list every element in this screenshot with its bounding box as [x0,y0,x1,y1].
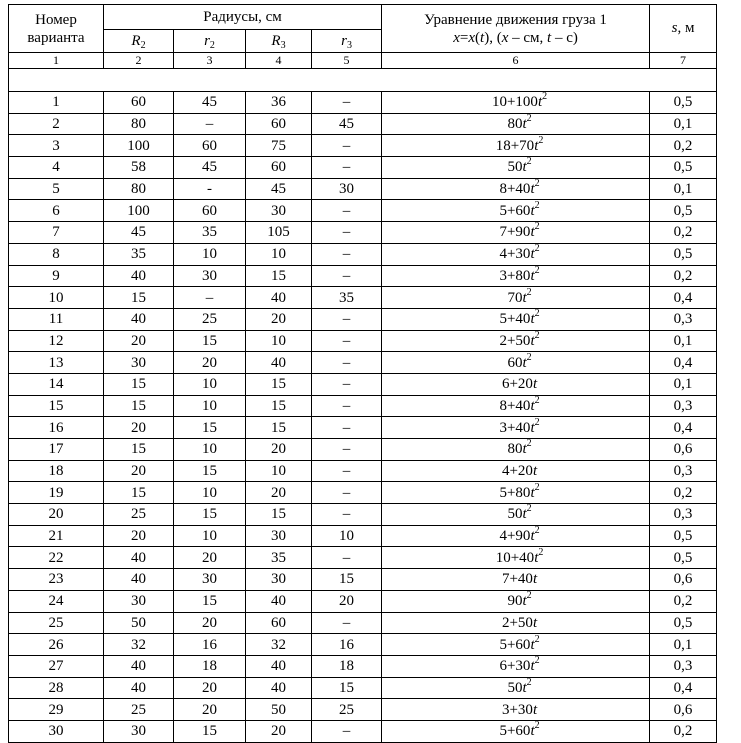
r2-value: 60 [174,135,246,157]
r3-value: – [312,157,382,179]
r2-value: 10 [174,439,246,461]
motion-equation: $50t^2$ [382,677,650,699]
r2-value: 16 [174,634,246,656]
distance-value: 0,5 [650,92,717,114]
r3-value: – [312,720,382,742]
motion-equation: $50t^2$ [382,157,650,179]
R2-value: 15 [104,395,174,417]
table-row [9,482,717,504]
motion-equation: 3+30t [382,699,650,721]
r2-value: 10 [174,243,246,265]
variant-number: 18 [9,460,104,482]
variant-number: 19 [9,482,104,504]
variant-number: 23 [9,569,104,591]
variant-number: 17 [9,439,104,461]
R3-value: 20 [246,720,312,742]
motion-equation: $80t^2$ [382,439,650,461]
R3-value: 15 [246,265,312,287]
R3-value: 30 [246,200,312,222]
R2-value: 20 [104,417,174,439]
variants-table [8,4,717,743]
R2-value: 80 [104,113,174,135]
distance-value: 0,5 [650,612,717,634]
distance-value: 0,2 [650,222,717,244]
motion-equation: 7+40t [382,569,650,591]
variant-number: 6 [9,200,104,222]
table-row [9,720,717,742]
column-number: 7 [650,53,717,69]
table-row [9,504,717,526]
R2-value: 100 [104,200,174,222]
motion-equation: $70t^2$ [382,287,650,309]
table-row [9,569,717,591]
R2-value: 40 [104,655,174,677]
r3-value: – [312,547,382,569]
r3-value: – [312,612,382,634]
R3-value: 40 [246,677,312,699]
R3-value: 10 [246,330,312,352]
R3-value: 15 [246,395,312,417]
motion-equation: $3+80t^2$ [382,265,650,287]
r2-value: 20 [174,677,246,699]
table-row [9,373,717,395]
r2-value: 15 [174,417,246,439]
motion-equation: $50t^2$ [382,504,650,526]
distance-value: 0,6 [650,569,717,591]
motion-equation: $5+60t^2$ [382,720,650,742]
variant-number: 5 [9,178,104,200]
r2-value: 15 [174,590,246,612]
R3-value: 105 [246,222,312,244]
R3-value: 75 [246,135,312,157]
distance-value: 0,4 [650,352,717,374]
variant-number: 14 [9,373,104,395]
column-number: 4 [246,53,312,69]
distance-value: 0,2 [650,720,717,742]
column-number: 1 [9,53,104,69]
R2-value: 32 [104,634,174,656]
variant-number: 12 [9,330,104,352]
variant-number: 16 [9,417,104,439]
table-row [9,352,717,374]
r2-value: 10 [174,525,246,547]
r2-value: – [174,287,246,309]
R3-value: 45 [246,178,312,200]
table-row [9,222,717,244]
r2-value: 35 [174,222,246,244]
motion-equation: $90t^2$ [382,590,650,612]
R2-value: 35 [104,243,174,265]
R3-value: 10 [246,243,312,265]
variant-number: 2 [9,113,104,135]
r3-value: 45 [312,113,382,135]
R2-value: 25 [104,699,174,721]
r3-value: – [312,92,382,114]
motion-equation: $80t^2$ [382,113,650,135]
variant-number: 13 [9,352,104,374]
r2-value: 20 [174,612,246,634]
column-number: 5 [312,53,382,69]
table-row [9,200,717,222]
r3-value: 18 [312,655,382,677]
distance-value: 0,1 [650,330,717,352]
r3-value: – [312,352,382,374]
r3-value: 35 [312,287,382,309]
table-row [9,265,717,287]
table-row [9,547,717,569]
r2-value: 15 [174,720,246,742]
distance-value: 0,5 [650,243,717,265]
variant-number-header [9,5,104,53]
R3-header: $R_3$ [246,30,312,53]
distance-value: 0,4 [650,417,717,439]
r3-value: – [312,417,382,439]
R3-value: 15 [246,417,312,439]
r2-value: 10 [174,373,246,395]
motion-equation: $10+40t^2$ [382,547,650,569]
motion-equation: $8+40t^2$ [382,178,650,200]
R2-value: 15 [104,482,174,504]
R2-value: 20 [104,460,174,482]
table-row [9,157,717,179]
R3-value: 40 [246,590,312,612]
R2-value: 60 [104,92,174,114]
distance-value: 0,4 [650,287,717,309]
r2-value: 15 [174,504,246,526]
R3-value: 60 [246,612,312,634]
motion-equation: $8+40t^2$ [382,395,650,417]
distance-value: 0,2 [650,590,717,612]
spacer-row [9,69,717,92]
distance-value: 0,3 [650,504,717,526]
variant-number: 29 [9,699,104,721]
distance-value: 0,5 [650,200,717,222]
variant-number: 3 [9,135,104,157]
R2-value: 100 [104,135,174,157]
r3-header: $r_3$ [312,30,382,53]
table-row [9,677,717,699]
variant-number: 1 [9,92,104,114]
R2-value: 80 [104,178,174,200]
column-number-row [9,53,717,69]
motion-equation: 6+20t [382,373,650,395]
r3-value: – [312,395,382,417]
r2-value: – [174,113,246,135]
distance-header: s, м [650,5,717,53]
R2-value: 20 [104,525,174,547]
r2-value: - [174,178,246,200]
r2-value: 18 [174,655,246,677]
r3-value: 30 [312,178,382,200]
R3-value: 60 [246,113,312,135]
table-row [9,330,717,352]
r2-value: 15 [174,460,246,482]
motion-equation: $18+70t^2$ [382,135,650,157]
R3-value: 60 [246,157,312,179]
r2-value: 30 [174,569,246,591]
distance-value: 0,5 [650,157,717,179]
table-row [9,92,717,114]
motion-equation: $5+60t^2$ [382,634,650,656]
variant-number: 11 [9,308,104,330]
motion-equation: $5+40t^2$ [382,308,650,330]
motion-equation: $4+90t^2$ [382,525,650,547]
table-row [9,287,717,309]
distance-value: 0,5 [650,525,717,547]
r3-value: 15 [312,677,382,699]
r3-value: 16 [312,634,382,656]
distance-value: 0,4 [650,677,717,699]
table-row [9,699,717,721]
R2-value: 25 [104,504,174,526]
distance-value: 0,3 [650,308,717,330]
motion-equation: $3+40t^2$ [382,417,650,439]
variant-number: 8 [9,243,104,265]
table-row [9,655,717,677]
variant-number: 9 [9,265,104,287]
r3-value: – [312,243,382,265]
motion-equation: $2+50t^2$ [382,330,650,352]
R2-value: 40 [104,265,174,287]
distance-value: 0,5 [650,547,717,569]
r2-value: 60 [174,200,246,222]
R2-value: 30 [104,720,174,742]
table-row [9,135,717,157]
motion-equation: $6+30t^2$ [382,655,650,677]
R3-value: 30 [246,525,312,547]
equation-header-line1: Уравнение движения груза 1 [424,11,607,28]
R3-value: 20 [246,308,312,330]
motion-equation: 4+20t [382,460,650,482]
R2-value: 15 [104,287,174,309]
r2-value: 30 [174,265,246,287]
column-number: 3 [174,53,246,69]
R2-header: $R_2$ [104,30,174,53]
R3-value: 20 [246,482,312,504]
motion-equation: $5+80t^2$ [382,482,650,504]
distance-value: 0,1 [650,373,717,395]
R2-value: 40 [104,547,174,569]
variant-number: 20 [9,504,104,526]
r3-value: 10 [312,525,382,547]
r3-value: – [312,460,382,482]
motion-equation: $4+30t^2$ [382,243,650,265]
R2-value: 30 [104,590,174,612]
variant-number: 24 [9,590,104,612]
r3-value: – [312,265,382,287]
distance-value: 0,2 [650,482,717,504]
motion-equation: $7+90t^2$ [382,222,650,244]
R2-value: 15 [104,439,174,461]
variant-header-line2: варианта [27,29,85,46]
r2-value: 20 [174,352,246,374]
R2-value: 30 [104,352,174,374]
variant-number: 25 [9,612,104,634]
r3-value: – [312,330,382,352]
variant-number: 22 [9,547,104,569]
equation-header-line2: x=x(t), (x – см, t – с) [453,29,578,46]
variant-number: 28 [9,677,104,699]
r3-value: – [312,482,382,504]
variant-number: 30 [9,720,104,742]
R3-value: 40 [246,352,312,374]
table-row [9,590,717,612]
table-row [9,243,717,265]
r3-value: – [312,439,382,461]
R3-value: 20 [246,439,312,461]
R2-value: 20 [104,330,174,352]
r2-value: 45 [174,92,246,114]
table-row [9,525,717,547]
R2-value: 50 [104,612,174,634]
R2-value: 40 [104,569,174,591]
table-row [9,634,717,656]
r3-value: – [312,200,382,222]
distance-value: 0,3 [650,655,717,677]
distance-value: 0,1 [650,178,717,200]
distance-value: 0,1 [650,634,717,656]
motion-equation: 2+50t [382,612,650,634]
r2-value: 20 [174,699,246,721]
column-number: 2 [104,53,174,69]
R2-value: 45 [104,222,174,244]
table-row [9,417,717,439]
R3-value: 36 [246,92,312,114]
table-row [9,395,717,417]
table-row [9,308,717,330]
variant-number: 27 [9,655,104,677]
distance-value: 0,2 [650,265,717,287]
R3-value: 15 [246,373,312,395]
distance-value: 0,6 [650,699,717,721]
variant-number: 15 [9,395,104,417]
R3-value: 40 [246,655,312,677]
R3-value: 35 [246,547,312,569]
variant-header-line1: Номер [35,11,77,28]
R3-value: 30 [246,569,312,591]
variant-number: 7 [9,222,104,244]
r2-value: 10 [174,482,246,504]
r2-value: 10 [174,395,246,417]
r3-value: 20 [312,590,382,612]
R3-value: 15 [246,504,312,526]
distance-value: 0,3 [650,460,717,482]
motion-equation: $60t^2$ [382,352,650,374]
R2-value: 40 [104,677,174,699]
distance-value: 0,6 [650,439,717,461]
r2-value: 45 [174,157,246,179]
R3-value: 50 [246,699,312,721]
R2-value: 58 [104,157,174,179]
r3-value: – [312,135,382,157]
r3-value: 15 [312,569,382,591]
variant-number: 26 [9,634,104,656]
column-number: 6 [382,53,650,69]
distance-value: 0,2 [650,135,717,157]
distance-value: 0,3 [650,395,717,417]
r3-value: – [312,373,382,395]
r3-value: – [312,308,382,330]
table-row [9,439,717,461]
radii-header: Радиусы, см [104,5,382,30]
R2-value: 40 [104,308,174,330]
variant-number: 21 [9,525,104,547]
r2-value: 20 [174,547,246,569]
table-row [9,113,717,135]
r3-value: – [312,222,382,244]
R2-value: 15 [104,373,174,395]
R3-value: 10 [246,460,312,482]
r2-header: $r_2$ [174,30,246,53]
r3-value: 25 [312,699,382,721]
R3-value: 32 [246,634,312,656]
r2-value: 25 [174,308,246,330]
table-row [9,178,717,200]
motion-equation-header [382,5,650,53]
variant-number: 4 [9,157,104,179]
variant-number: 10 [9,287,104,309]
distance-value: 0,1 [650,113,717,135]
r2-value: 15 [174,330,246,352]
R3-value: 40 [246,287,312,309]
motion-equation: $5+60t^2$ [382,200,650,222]
motion-equation: $10+100t^2$ [382,92,650,114]
table-row [9,612,717,634]
table-row [9,460,717,482]
r3-value: – [312,504,382,526]
